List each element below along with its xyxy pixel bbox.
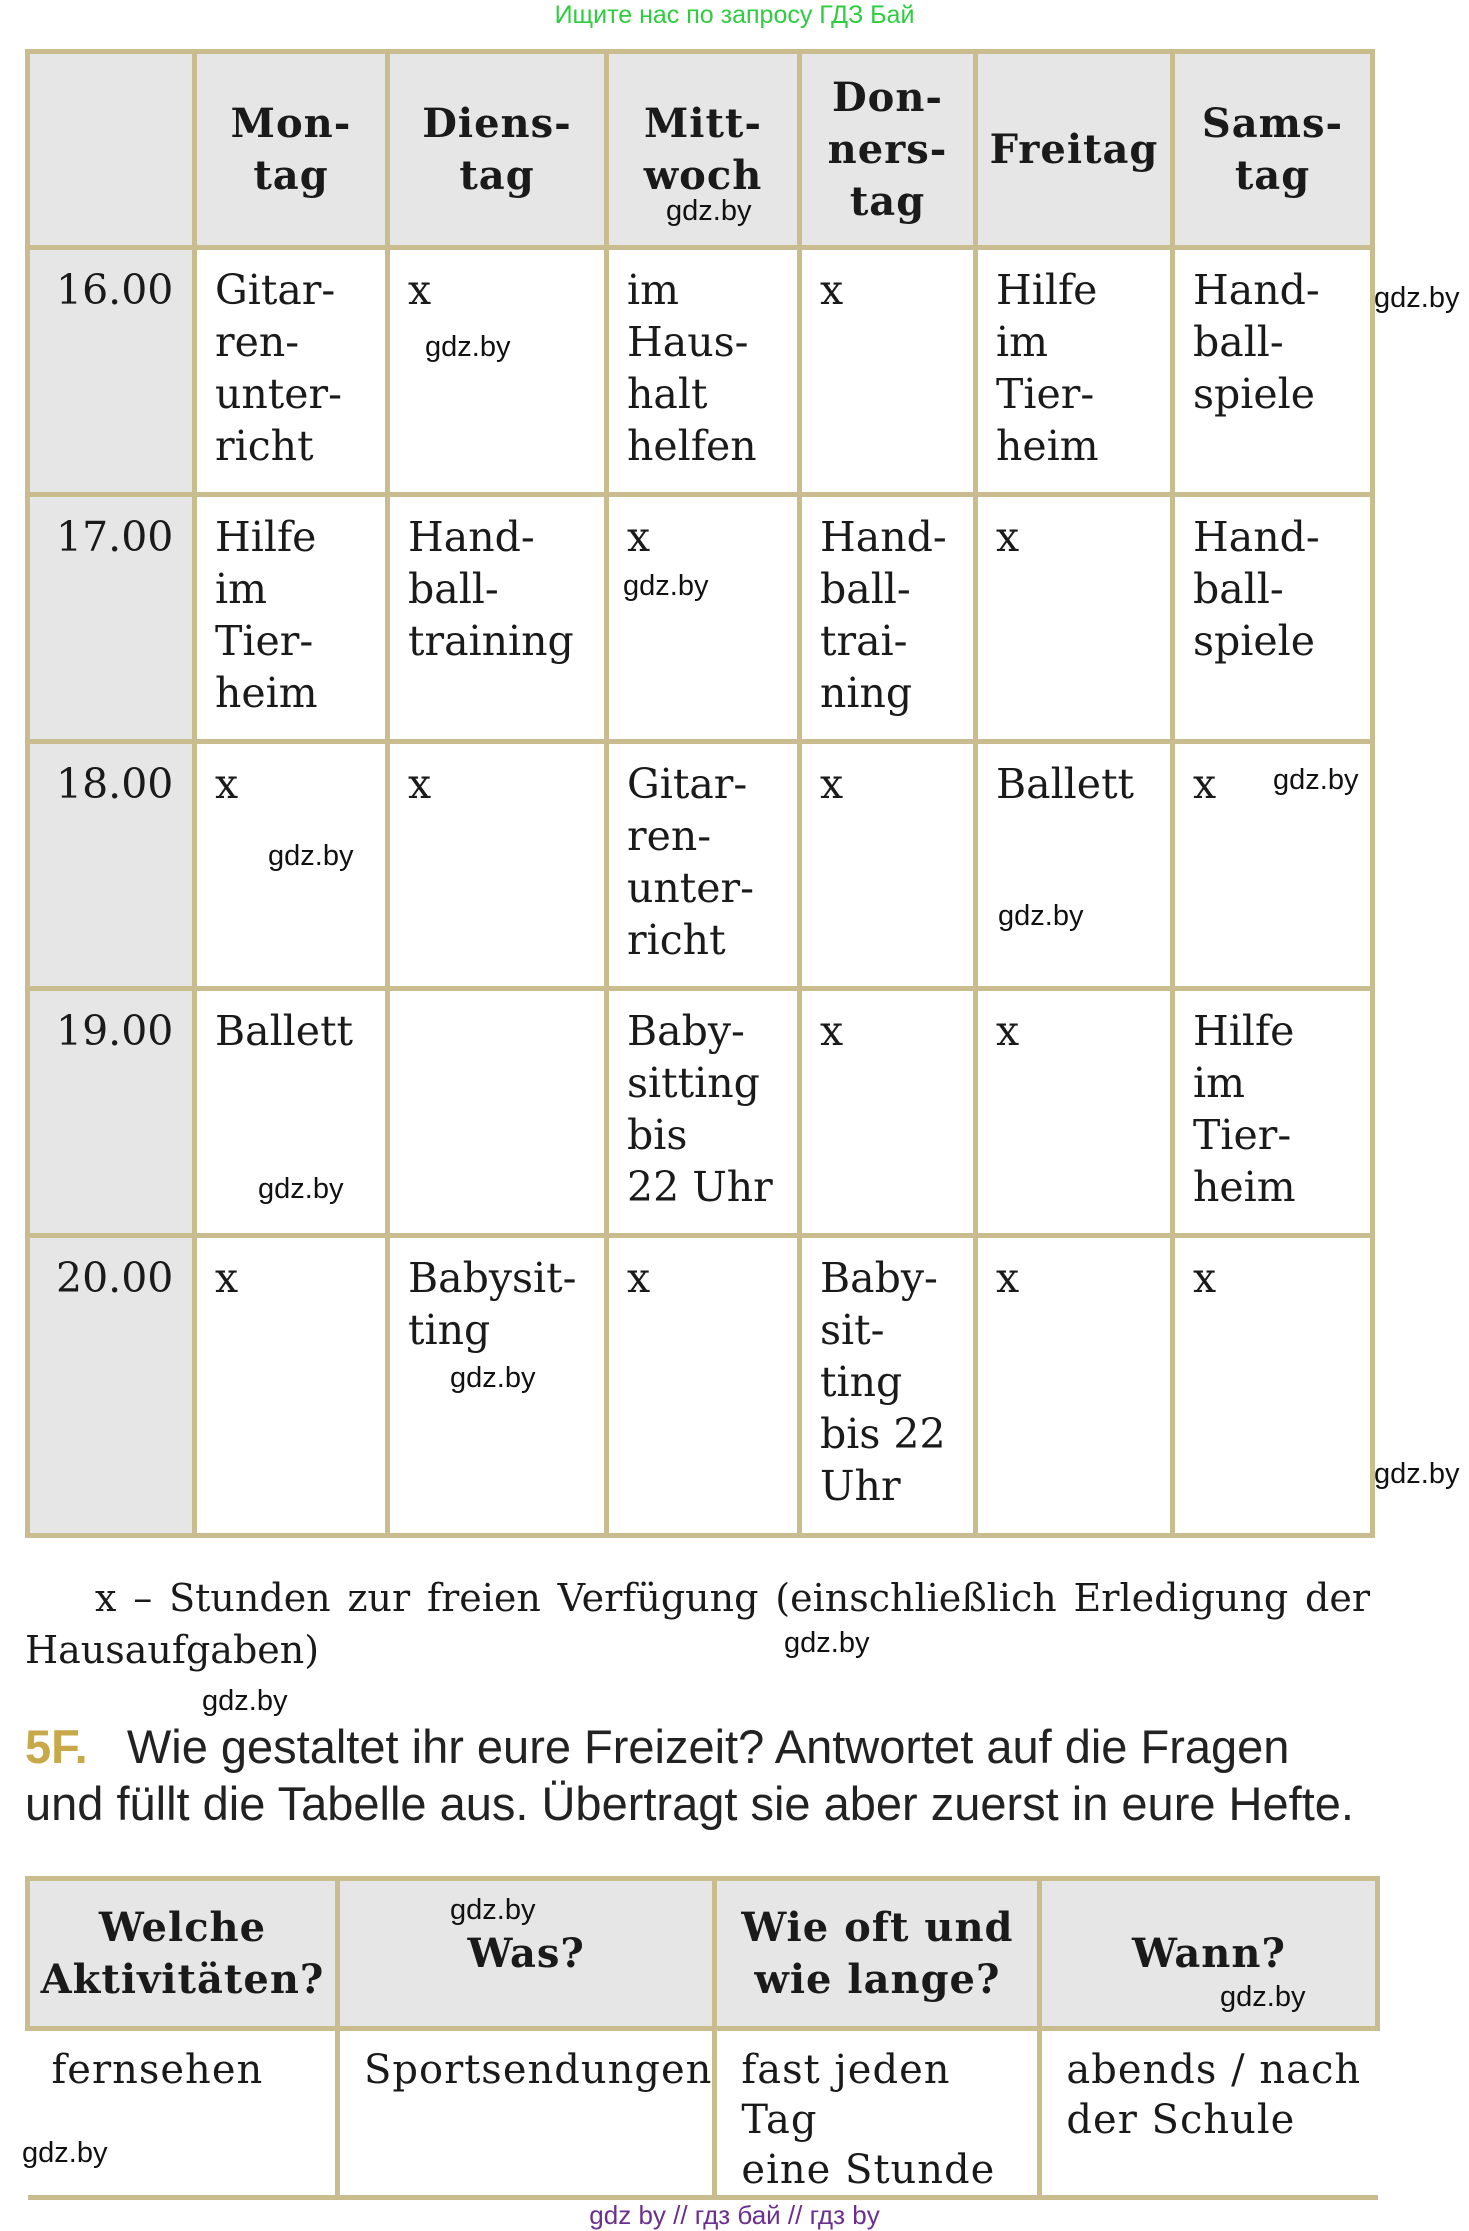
time-cell: 16.00 <box>28 248 195 495</box>
watermark: gdz.by <box>998 900 1084 932</box>
table-cell: Gitar- ren- unter- richt <box>195 248 388 495</box>
table-cell: x <box>976 495 1173 742</box>
table-cell: Baby- sitting bis 22 Uhr <box>607 989 800 1236</box>
table-cell: x <box>195 742 388 989</box>
table-cell: Hilfe im Tier- heim <box>195 495 388 742</box>
header-donnerstag: Don- ners- tag <box>800 52 976 248</box>
table-cell: Hand- ball- spiele <box>1173 495 1373 742</box>
time-cell: 18.00 <box>28 742 195 989</box>
header-aktivitaeten: Welche Aktivitäten? <box>28 1879 338 2029</box>
header-corner <box>28 52 195 248</box>
table-cell: x <box>388 248 607 495</box>
table-row <box>28 989 1373 1236</box>
table-cell: Gitar- ren- unter- richt <box>607 742 800 989</box>
watermark: gdz.by <box>784 1627 870 1659</box>
header-dienstag: Diens- tag <box>388 52 607 248</box>
table-cell: Babysit- ting <box>388 1236 607 1536</box>
table-cell: Ballett <box>195 989 388 1236</box>
table-row <box>28 1236 1373 1536</box>
watermark: gdz.by <box>623 570 709 602</box>
header-was: Was? <box>338 1879 715 2029</box>
exercise-number: 5F. <box>25 1720 88 1773</box>
table-cell: fernsehen <box>28 2029 338 2198</box>
header-samstag: Sams- tag <box>1173 52 1373 248</box>
header-freitag: Freitag <box>976 52 1173 248</box>
watermark: gdz.by <box>22 2137 108 2169</box>
watermark: gdz.by <box>268 840 354 872</box>
watermark: gdz.by <box>666 195 752 227</box>
header-wann: Wann? <box>1040 1879 1378 2029</box>
header-wie-oft: Wie oft und wie lange? <box>715 1879 1040 2029</box>
table-cell: x <box>1173 742 1373 989</box>
table-cell: x <box>976 989 1173 1236</box>
table-row <box>28 495 1373 742</box>
table-cell: fast jeden Tag eine Stunde <box>715 2029 1040 2198</box>
table-cell: x <box>195 1236 388 1536</box>
watermark: gdz.by <box>1220 1981 1306 2013</box>
watermark: gdz.by <box>1374 282 1460 314</box>
table-cell: abends / nach der Schule <box>1040 2029 1378 2198</box>
table-cell: x <box>607 1236 800 1536</box>
table-cell: Hand- ball- training <box>388 495 607 742</box>
table-cell: x <box>1173 1236 1373 1536</box>
time-cell: 20.00 <box>28 1236 195 1536</box>
table-cell: x <box>976 1236 1173 1536</box>
top-search-note: Ищите нас по запросу ГДЗ Бай <box>554 1 915 29</box>
table-cell: x <box>800 248 976 495</box>
table-cell: x <box>388 742 607 989</box>
table-cell: Sportsendungen <box>338 2029 715 2198</box>
table-cell: Hilfe im Tier- heim <box>976 248 1173 495</box>
table-row <box>28 742 1373 989</box>
watermark: gdz.by <box>450 1894 536 1926</box>
legend-text: x – Stunden zur freien Verfügung (einschließlich Erledigung der Hausaufgaben) <box>25 1576 1370 1672</box>
table-cell: Ballett <box>976 742 1173 989</box>
table-legend <box>25 1572 1370 1676</box>
footer-note: gdz by // гдз бай // гдз by <box>589 2200 880 2230</box>
weekly-schedule-table <box>25 49 1375 1538</box>
table-cell <box>388 989 607 1236</box>
table-cell: Hilfe im Tier- heim <box>1173 989 1373 1236</box>
activities-header-row <box>28 1879 1378 2029</box>
watermark: gdz.by <box>425 331 511 363</box>
header-montag: Mon- tag <box>195 52 388 248</box>
activities-table <box>25 1876 1380 2200</box>
watermark: gdz.by <box>1374 1458 1460 1490</box>
table-cell: Baby- sit- ting bis 22 Uhr <box>800 1236 976 1536</box>
watermark: gdz.by <box>258 1173 344 1205</box>
table-cell: Hand- ball- spiele <box>1173 248 1373 495</box>
watermark: gdz.by <box>450 1362 536 1394</box>
table-cell: x <box>800 742 976 989</box>
table-cell: Hand- ball- trai- ning <box>800 495 976 742</box>
time-cell: 17.00 <box>28 495 195 742</box>
watermark: gdz.by <box>202 1685 288 1717</box>
time-cell: 19.00 <box>28 989 195 1236</box>
table-cell: x <box>800 989 976 1236</box>
header-mittwoch: Mitt- woch <box>607 52 800 248</box>
table-cell: x <box>607 495 800 742</box>
exercise-task <box>25 1718 1370 1832</box>
table-row <box>28 2029 1378 2198</box>
exercise-text: Wie gestaltet ihr eure Freizeit? Antwortet auf die Fragen und füllt die Tabelle aus. Übertragt sie aber zuerst in eure Hefte. <box>25 1720 1354 1830</box>
table-cell: im Haus- halt helfen <box>607 248 800 495</box>
table-row <box>28 248 1373 495</box>
watermark: gdz.by <box>1273 764 1359 796</box>
